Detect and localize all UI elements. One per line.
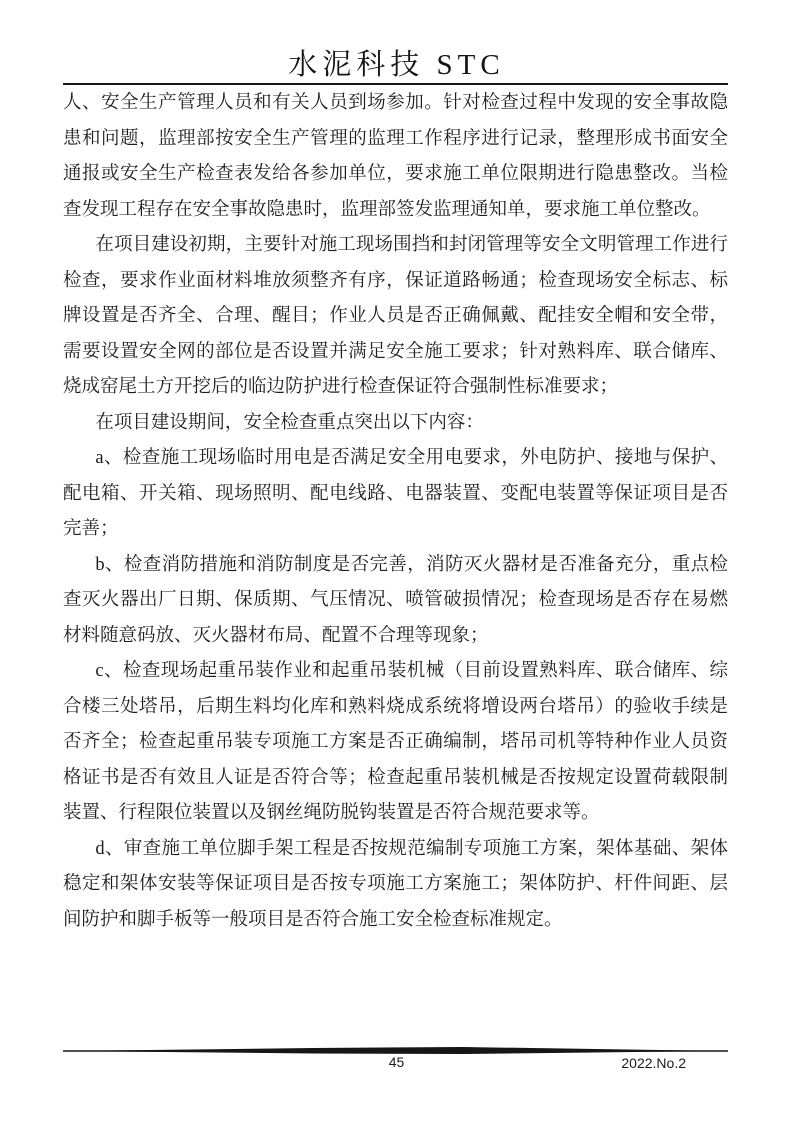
paragraph-continuation: 人、安全生产管理人员和有关人员到场参加。针对检查过程中发现的安全事故隐患和问题，监理部按安全生产管理的监理工作程序进行记录，整理形成书面安全通报或安全生产检查表发给各参加单位，要求施工单位限期进行隐患整改。当检查发现工程存在安全事故隐患时，监理部签发监理通知单，要求施工单位整改。: [63, 93, 728, 220]
article-body: [63, 86, 728, 938]
paragraph-item-c: c、检查现场起重吊装作业和起重吊装机械（目前设置熟料库、联合储库、综合楼三处塔吊，后期生料均化库和熟料烧成系统将增设两台塔吊）的验收手续是否齐全；检查起重吊装专项施工方案是否正确编制，塔吊司机等特种作业人员资格证书是否有效且人证是否符合等；检查起重吊装机械是否按规定设置荷载限制装置、行程限位装置以及钢丝绳防脱钩装置是否符合规范要求等。: [63, 661, 728, 823]
header-rule: [63, 83, 728, 85]
page-number: 45: [388, 1054, 405, 1070]
issue-label: 2022.No.2: [621, 1055, 686, 1071]
paragraph-construction-period: 在项目建设期间，安全检查重点突出以下内容：: [95, 412, 484, 433]
paragraph-initial-phase: 在项目建设初期，主要针对施工现场围挡和封闭管理等安全文明管理工作进行检查，要求作业面材料堆放须整齐有序，保证道路畅通；检查现场安全标志、标牌设置是否齐全、合理、醒目；作业人员是否正确佩戴、配挂安全帽和安全带，需要设置安全网的部位是否设置并满足安全施工要求；针对熟料库、联合储库、烧成窑尾土方开挖后的临边防护进行检查保证符合强制性标准要求；: [63, 235, 728, 397]
journal-title: 水泥科技 STC: [288, 49, 505, 81]
paragraph-item-d: d、审查施工单位脚手架工程是否按规范编制专项施工方案，架体基础、架体稳定和架体安装等保证项目是否按专项施工方案施工；架体防护、杆件间距、层间防护和脚手板等一般项目是否符合施工安全检查标准规定。: [63, 838, 728, 930]
paragraph-item-b: b、检查消防措施和消防制度是否完善，消防灭火器材是否准备充分，重点检查灭火器出厂日期、保质期、气压情况、喷管破损情况；检查现场是否存在易燃材料随意码放、灭火器材布局、配置不合理等现象；: [63, 554, 728, 646]
paragraph-item-a: a、检查施工现场临时用电是否满足安全用电要求，外电防护、接地与保护、配电箱、开关箱、现场照明、配电线路、电器装置、变配电装置等保证项目是否完善；: [63, 448, 728, 539]
